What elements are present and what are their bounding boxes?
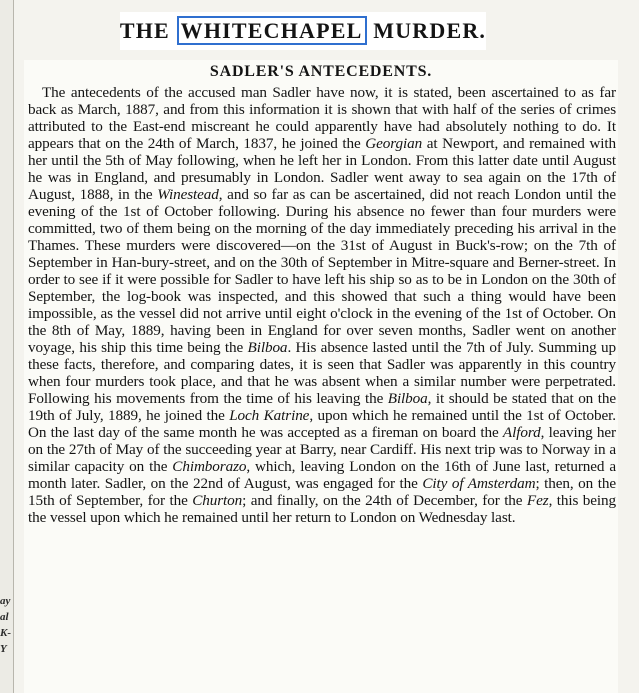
text-run: at Newport, and remained with her until the 5th of May following, when he left her in London. From this latter date until August he was in England, and presumably in London. Sadler went away to sea again on the 17th of August, 1888, in the	[28, 135, 616, 203]
left-column-fragment: ay	[0, 595, 11, 607]
ship-name: Georgian	[365, 135, 423, 152]
article-clipping	[24, 60, 618, 693]
ship-name: Churton	[192, 492, 243, 509]
headline-clipping	[120, 12, 486, 50]
text-run: , which, leaving London on the 16th of June last, returned a month later. Sadler, on the 22nd of August, was engaged for the	[28, 458, 616, 492]
headline-search-highlight: WHITECHAPEL	[177, 16, 367, 45]
ship-name: Bilboa	[387, 390, 428, 407]
ship-name: Loch Katrine	[229, 407, 310, 424]
left-column-fragment: K-	[0, 627, 11, 639]
article-body	[24, 84, 618, 526]
ship-name: Bilboa	[247, 339, 288, 356]
headline-part-after: MURDER.	[366, 18, 487, 43]
ship-name: Fez	[526, 492, 549, 509]
left-column-edge	[0, 0, 14, 693]
ship-name: City of Amsterdam	[422, 475, 536, 492]
ship-name: Winestead	[157, 186, 219, 203]
text-run: , it should be stated that on the 19th of July, 1889, he joined the	[28, 390, 616, 424]
text-run: , leaving her on the 27th of May of the succeeding year at Barry, near Cardiff. His next trip was to Norway in a similar capacity on the	[28, 424, 617, 475]
text-run: The antecedents of the accused man Sadler have now, it is stated, been ascertained to as far back as March, 1887, and from this information it is shown that with half of the series of crimes attributed to the East-end miscreant he could apparently have had absolutely nothing to do. It appears that on the 24th of March, 1837, he joined the	[28, 84, 616, 152]
text-run: , and so far as can be ascertained, did not reach London until the evening of the 1st of October following. During his absence no fewer than four murders were committed, two of them being on the morning of the day immediately preceding his arrival in the Thames. These murders were discovered—on the 31st of August in Buck's-row; on the 7th of September in Han-bury-street, and on the 30th of September in Mitre-square and Berner-street. In order to see if it were possible for Sadler to have left his ship so as to be in London on the 30th of September, the log-book was inspected, and this showed that such a thing would have been impossible, as the vessel did not arrive until eight o'clock in the evening of the 1st of October. On the 8th of May, 1889, having been in England for over seven months, Sadler went on another voyage, his ship this time being the	[28, 186, 616, 356]
ship-name: Chimborazo	[172, 458, 247, 475]
article-subhead: SADLER'S ANTECEDENTS.	[209, 63, 433, 80]
text-run: , this being the vessel upon which he remained until her return to London on Wednesday last.	[28, 492, 616, 526]
left-column-fragment: Y	[0, 643, 7, 655]
headline-part-before: THE	[119, 18, 177, 43]
text-run: ; then, on the 15th of September, for the	[28, 475, 616, 509]
text-run: , upon which he remained until the 1st of October. On the last day of the same month he was accepted as a fireman on board the	[28, 407, 616, 441]
ship-name: Alford	[502, 424, 541, 441]
text-run: ; and finally, on the 24th of December, for the	[242, 492, 527, 509]
left-column-fragment: al	[0, 611, 9, 623]
headline	[120, 20, 486, 42]
text-run: . His absence lasted until the 7th of July. Summing up these facts, therefore, and comparing dates, it is seen that Sadler was apparently in this country when four murders took place, and that he was absent when a similar number were perpetrated. Following his movements from the time of his leaving the	[28, 339, 616, 407]
